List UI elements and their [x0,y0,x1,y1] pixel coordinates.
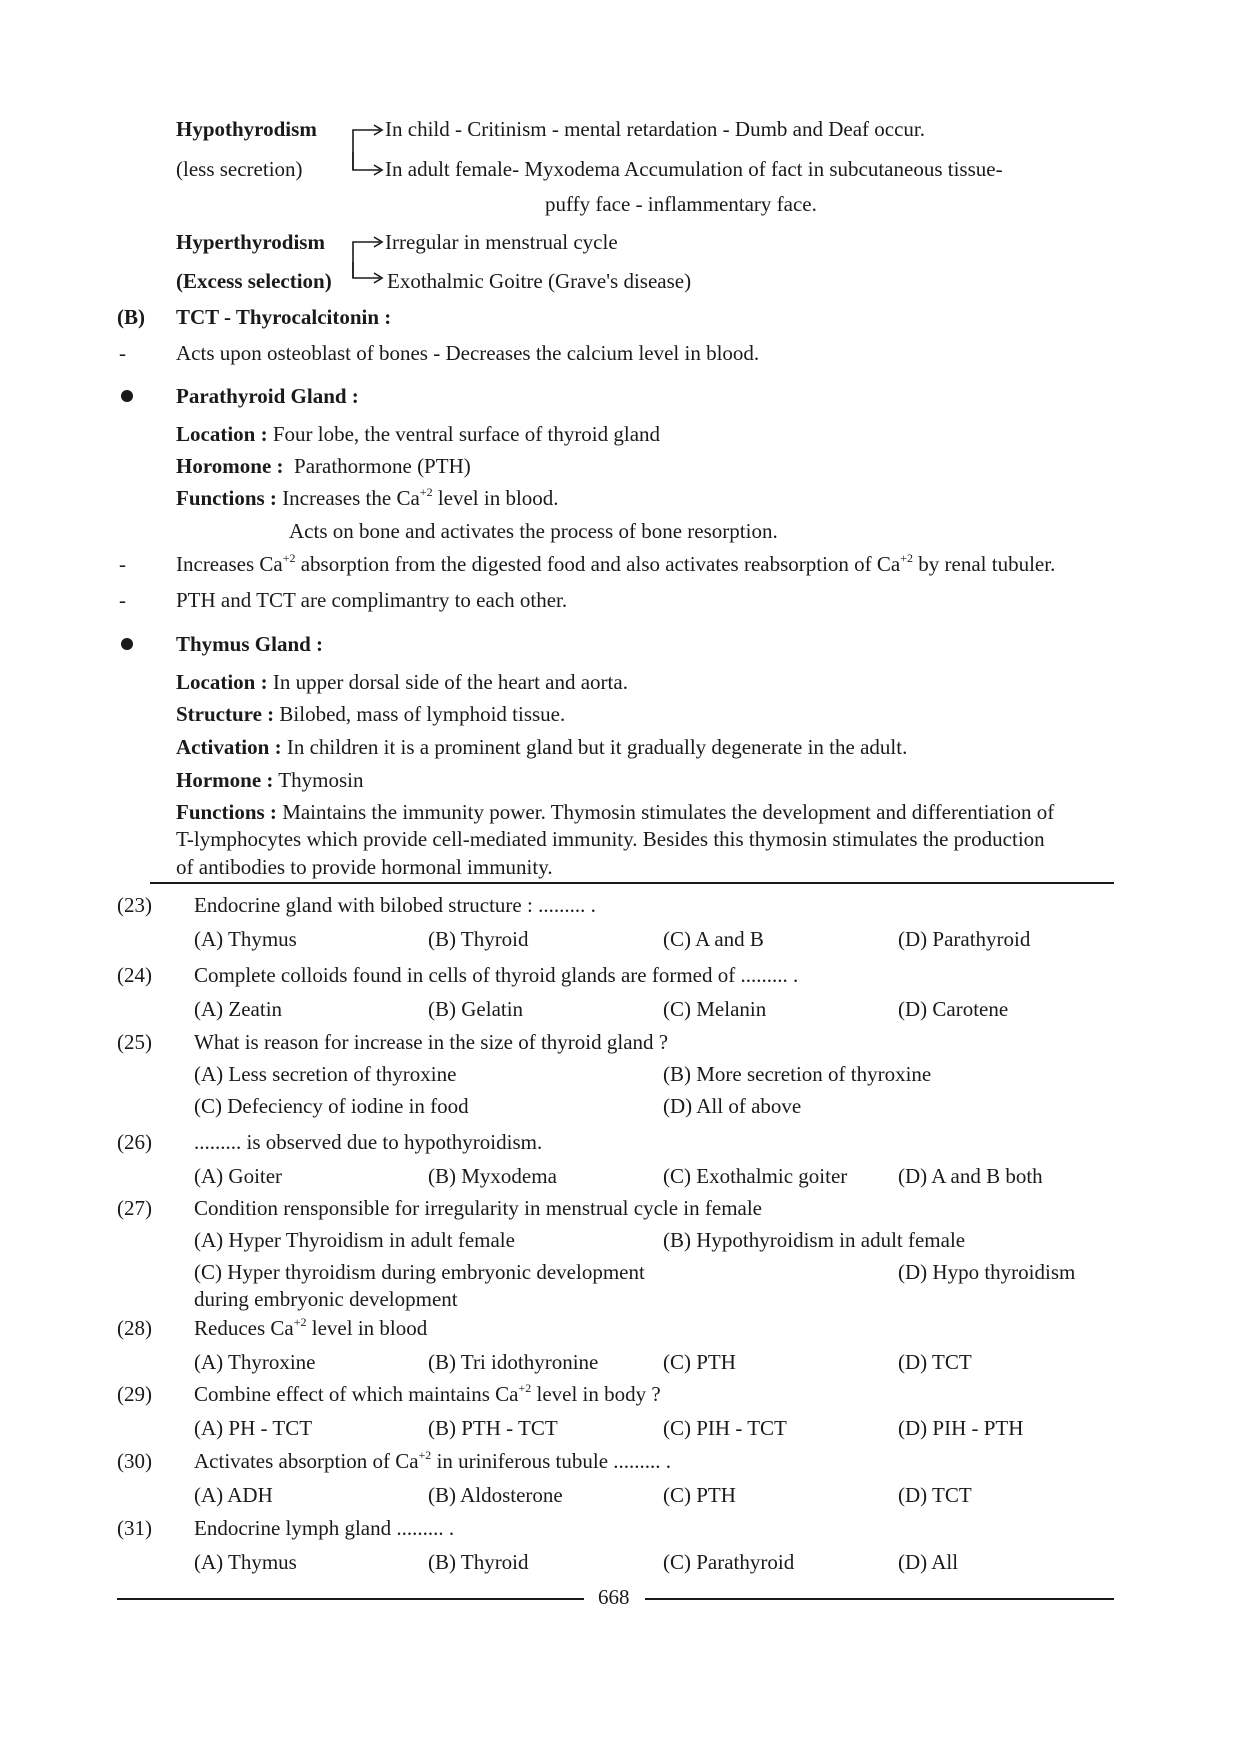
thymus-functions-1 [176,799,1054,825]
hyperthyroidism-sub: (Excess selection) [176,269,332,293]
question-text: Complete colloids found in cells of thyroid glands are formed of ......... . [194,963,799,987]
parathyroid-hormone [176,453,471,479]
page-number: 668 [598,1585,630,1609]
answer-option: (D) All of above [663,1094,802,1118]
answer-option: (A) Zeatin [194,997,283,1021]
dash1-c: by renal tubuler. [913,552,1056,576]
thymus-hormone [176,767,363,793]
question-number: (26) [117,1130,152,1154]
footer-rule-right [645,1598,1114,1600]
answer-option: (D) Carotene [898,997,1009,1021]
functions-b: level in blood. [432,486,559,510]
superscript: +2 [282,551,296,565]
section-divider [150,882,1114,884]
location-value: In upper dorsal side of the heart and aorta. [272,670,628,694]
hyperthyroidism-item2: Exothalmic Goitre (Grave's disease) [387,269,692,293]
answer-option: (D) A and B both [898,1164,1043,1188]
answer-option: (C) A and B [663,927,764,951]
answer-option: (C) PTH [663,1350,736,1374]
superscript: +2 [900,551,914,565]
answer-option: (A) ADH [194,1483,273,1507]
dash-marker: - [119,341,126,365]
answer-option: (C) Exothalmic goiter [663,1164,848,1188]
hyperthyroidism-label: Hyperthyrodism [176,230,325,254]
thymus-heading: Thymus Gland : [176,632,324,656]
answer-option: (A) PH - TCT [194,1416,313,1440]
question-number: (31) [117,1516,152,1540]
location-label: Location : [176,670,268,694]
functions-label: Functions : [176,486,277,510]
answer-option: (D) Parathyroid [898,927,1031,951]
parathyroid-heading: Parathyroid Gland : [176,384,359,408]
bullet-icon [121,638,133,650]
answer-option: (D) TCT [898,1350,972,1374]
question-number: (25) [117,1030,152,1054]
thymus-structure [176,701,565,727]
answer-option: (B) Gelatin [428,997,524,1021]
hypothyroidism-adult-cont: puffy face - inflammentary face. [545,192,817,216]
question-text: Activates absorption of $Ca^{+2}$ in uriniferous tubule ......... . [194,1448,672,1473]
hyperthyroidism-item1: Irregular in menstrual cycle [385,230,618,254]
branch-arrow-icon [350,234,386,284]
answer-option: (A) Thymus [194,927,297,951]
answer-option: (B) PTH - TCT [428,1416,558,1440]
question-text: ......... is observed due to hypothyroidism. [194,1130,543,1154]
superscript: +2 [418,1448,432,1462]
answer-option: (C) Parathyroid [663,1550,795,1574]
answer-option: (D) Hypo thyroidism [898,1260,1076,1284]
question-number: (30) [117,1449,152,1473]
activation-value: In children it is a prominent gland but it gradually degenerate in the adult. [286,735,908,759]
answer-option: (C) Defeciency of iodine in food [194,1094,469,1118]
thymus-location [176,669,628,695]
footer-rule-left [117,1598,584,1600]
functions-value: Maintains the immunity power. Thymosin stimulates the development and differentiation of [282,800,1055,824]
hormone-label: Horomone : [176,454,284,478]
parathyroid-dash1 [176,551,1055,577]
parathyroid-dash2: PTH and TCT are complimantry to each other. [176,588,568,612]
parathyroid-functions [176,485,559,511]
answer-option: (C) Hyper thyroidism during embryonic development [194,1260,645,1284]
answer-option: (A) Less secretion of thyroxine [194,1062,457,1086]
answer-option: (B) Hypothyroidism in adult female [663,1228,966,1252]
activation-label: Activation : [176,735,282,759]
dash-marker: - [119,552,126,576]
answer-option: (A) Thyroxine [194,1350,316,1374]
answer-option: (A) Goiter [194,1164,283,1188]
hormone-label: Hormone : [176,768,274,792]
answer-option: (A) Hyper Thyroidism in adult female [194,1228,515,1252]
branch-arrow-icon [350,120,386,176]
superscript: +2 [518,1381,532,1395]
hypothyroidism-sub: (less secretion) [176,157,303,181]
hypothyroidism-adult: In adult female- Myxodema Accumulation of fact in subcutaneous tissue- [385,157,1003,181]
thymus-activation [176,734,907,760]
bullet-icon [121,390,133,402]
tct-heading: TCT - Thyrocalcitonin : [176,305,392,329]
hormone-value: Thymosin [278,768,364,792]
answer-option: (B) Thyroid [428,1550,529,1574]
hormone-value: Parathormone (PTH) [294,454,471,478]
question-number: (28) [117,1316,152,1340]
hypothyroidism-label: Hypothyrodism [176,117,317,141]
answer-option: (B) More secretion of thyroxine [663,1062,932,1086]
location-value: Four lobe, the ventral surface of thyroid gland [272,422,661,446]
hypothyroidism-child: In child - Critinism - mental retardation - Dumb and Deaf occur. [385,117,926,141]
parathyroid-functions-2: Acts on bone and activates the process of bone resorption. [289,519,778,543]
question-text: Endocrine lymph gland ......... . [194,1516,455,1540]
answer-option-continued: during embryonic development [194,1287,458,1311]
section-marker: (B) [117,305,145,329]
thymus-functions-2: T-lymphocytes which provide cell-mediated immunity. Besides this thymosin stimulates the production [176,827,1045,851]
answer-option: (B) Aldosterone [428,1483,563,1507]
answer-option: (C) Melanin [663,997,767,1021]
answer-option: (D) TCT [898,1483,972,1507]
question-text: Combine effect of which maintains $Ca^{+2}$ level in body ? [194,1381,661,1406]
functions-a: Increases the Ca [282,486,420,510]
question-text: What is reason for increase in the size of thyroid gland ? [194,1030,669,1054]
answer-option: (A) Thymus [194,1550,297,1574]
dash-marker: - [119,588,126,612]
question-number: (24) [117,963,152,987]
thymus-functions-3: of antibodies to provide hormonal immunity. [176,855,553,879]
answer-option: (B) Myxodema [428,1164,557,1188]
parathyroid-location [176,421,660,447]
structure-value: Bilobed, mass of lymphoid tissue. [279,702,566,726]
answer-option: (D) PIH - PTH [898,1416,1024,1440]
answer-option: (C) PIH - TCT [663,1416,787,1440]
superscript: +2 [293,1315,307,1329]
question-text: Reduces $Ca^{+2}$ level in blood [194,1315,428,1340]
question-number: (23) [117,893,152,917]
answer-option: (B) Tri idothyronine [428,1350,599,1374]
question-number: (29) [117,1382,152,1406]
answer-option: (D) All [898,1550,959,1574]
structure-label: Structure : [176,702,275,726]
location-label: Location : [176,422,268,446]
dash1-b: absorption from the digested food and also activates reabsorption of Ca [295,552,901,576]
answer-option: (C) PTH [663,1483,736,1507]
question-text: Condition rensponsible for irregularity in menstrual cycle in female [194,1196,763,1220]
functions-label: Functions : [176,800,277,824]
question-number: (27) [117,1196,152,1220]
question-text: Endocrine gland with bilobed structure : ......... . [194,893,596,917]
dash1-a: Increases Ca [176,552,283,576]
superscript: +2 [419,485,433,499]
answer-option: (B) Thyroid [428,927,529,951]
tct-line: Acts upon osteoblast of bones - Decreases the calcium level in blood. [176,341,760,365]
